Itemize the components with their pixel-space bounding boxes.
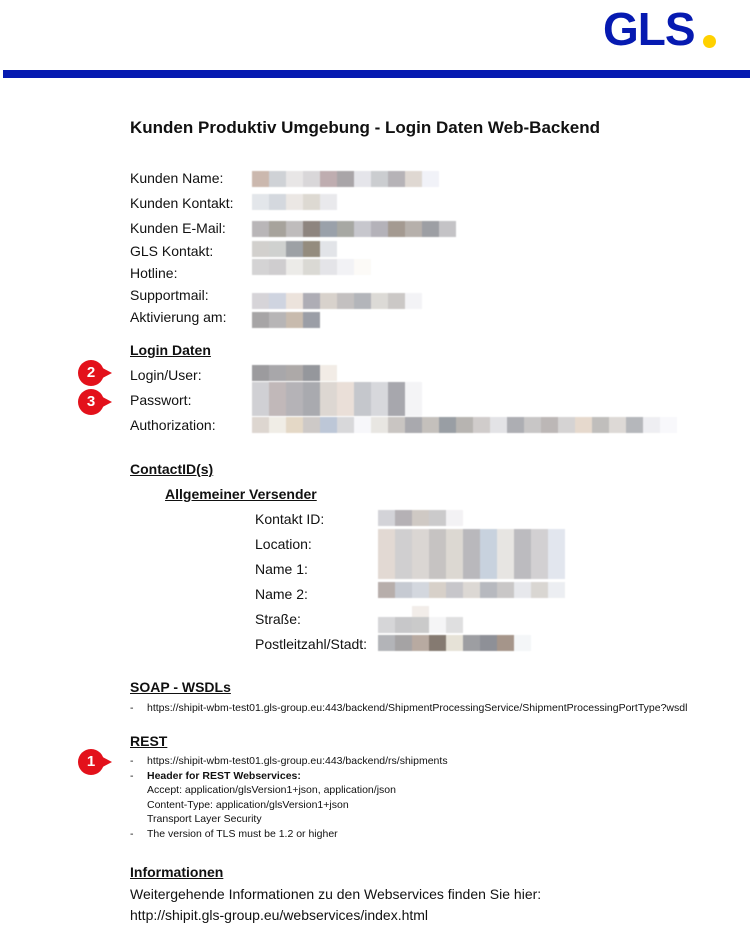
redacted-zip-city	[378, 635, 531, 651]
rest-heading: REST	[130, 733, 168, 749]
webservices-link[interactable]: http://shipit.gls-group.eu/webservices/index.html	[130, 907, 429, 923]
rest-header-title: Header for REST Webservices:	[147, 769, 301, 782]
redacted-street-2	[378, 617, 463, 633]
callout-2-marker: 2	[78, 360, 110, 386]
list-dash: -	[130, 702, 134, 714]
gls-contact-label: GLS Kontakt:	[130, 243, 214, 259]
rest-tls-note: The version of TLS must be 1.2 or higher	[147, 827, 338, 840]
redacted-hotline	[252, 259, 371, 275]
redacted-contact-id	[378, 510, 463, 526]
location-label: Location:	[255, 536, 312, 552]
callout-3-marker: 3	[78, 389, 110, 415]
zip-city-label: Postleitzahl/Stadt:	[255, 636, 368, 652]
redacted-location-name1	[378, 529, 565, 579]
activation-label: Aktivierung am:	[130, 309, 227, 325]
redacted-supportmail	[252, 293, 422, 309]
supportmail-label: Supportmail:	[130, 287, 209, 303]
redacted-gls-contact	[252, 241, 337, 257]
login-user-label: Login/User:	[130, 367, 202, 383]
redacted-activation-date	[252, 312, 320, 328]
customer-name-label: Kunden Name:	[130, 170, 224, 186]
hotline-label: Hotline:	[130, 265, 178, 281]
header-rule	[3, 70, 750, 78]
street-label: Straße:	[255, 611, 301, 627]
contact-ids-heading: ContactID(s)	[130, 461, 214, 477]
redacted-customer-contact	[252, 194, 337, 210]
name2-label: Name 2:	[255, 586, 308, 602]
redacted-name2	[378, 582, 565, 598]
rest-url[interactable]: https://shipit-wbm-test01.gls-group.eu:443/backend/rs/shipments	[147, 755, 448, 767]
gls-logo: GLS	[603, 3, 695, 55]
redacted-customer-name	[252, 171, 439, 187]
name1-label: Name 1:	[255, 561, 308, 577]
informationen-heading: Informationen	[130, 864, 224, 880]
rest-content-type-header: Content-Type: application/glsVersion1+json	[147, 798, 349, 811]
rest-list	[130, 754, 730, 844]
contact-id-label: Kontakt ID:	[255, 511, 325, 527]
page-title: Kunden Produktiv Umgebung - Login Daten Web-Backend	[130, 118, 601, 137]
list-dash: -	[130, 755, 134, 767]
gls-logo-dot	[703, 35, 716, 48]
rest-accept-header: Accept: application/glsVersion1+json, application/json	[147, 784, 396, 796]
customer-contact-label: Kunden Kontakt:	[130, 195, 234, 211]
general-sender-subheading: Allgemeiner Versender	[165, 486, 317, 502]
redacted-login-user	[252, 365, 337, 381]
soap-heading: SOAP - WSDLs	[130, 679, 231, 695]
callout-1-marker: 1	[78, 749, 110, 775]
rest-tls-line: Transport Layer Security	[147, 813, 262, 825]
redacted-authorization	[252, 417, 677, 433]
list-dash: -	[130, 827, 134, 840]
redacted-password	[252, 382, 422, 416]
authorization-label: Authorization:	[130, 417, 216, 433]
soap-wsdl-url[interactable]: https://shipit-wbm-test01.gls-group.eu:443/backend/ShipmentProcessingService/ShipmentProcessingPortType?wsdl	[147, 702, 688, 714]
customer-email-label: Kunden E-Mail:	[130, 220, 226, 236]
password-label: Passwort:	[130, 392, 192, 408]
login-heading: Login Daten	[130, 342, 211, 358]
list-dash: -	[130, 769, 134, 782]
informationen-text: Weitergehende Informationen zu den Webservices finden Sie hier:	[130, 886, 542, 902]
redacted-customer-email	[252, 221, 456, 237]
